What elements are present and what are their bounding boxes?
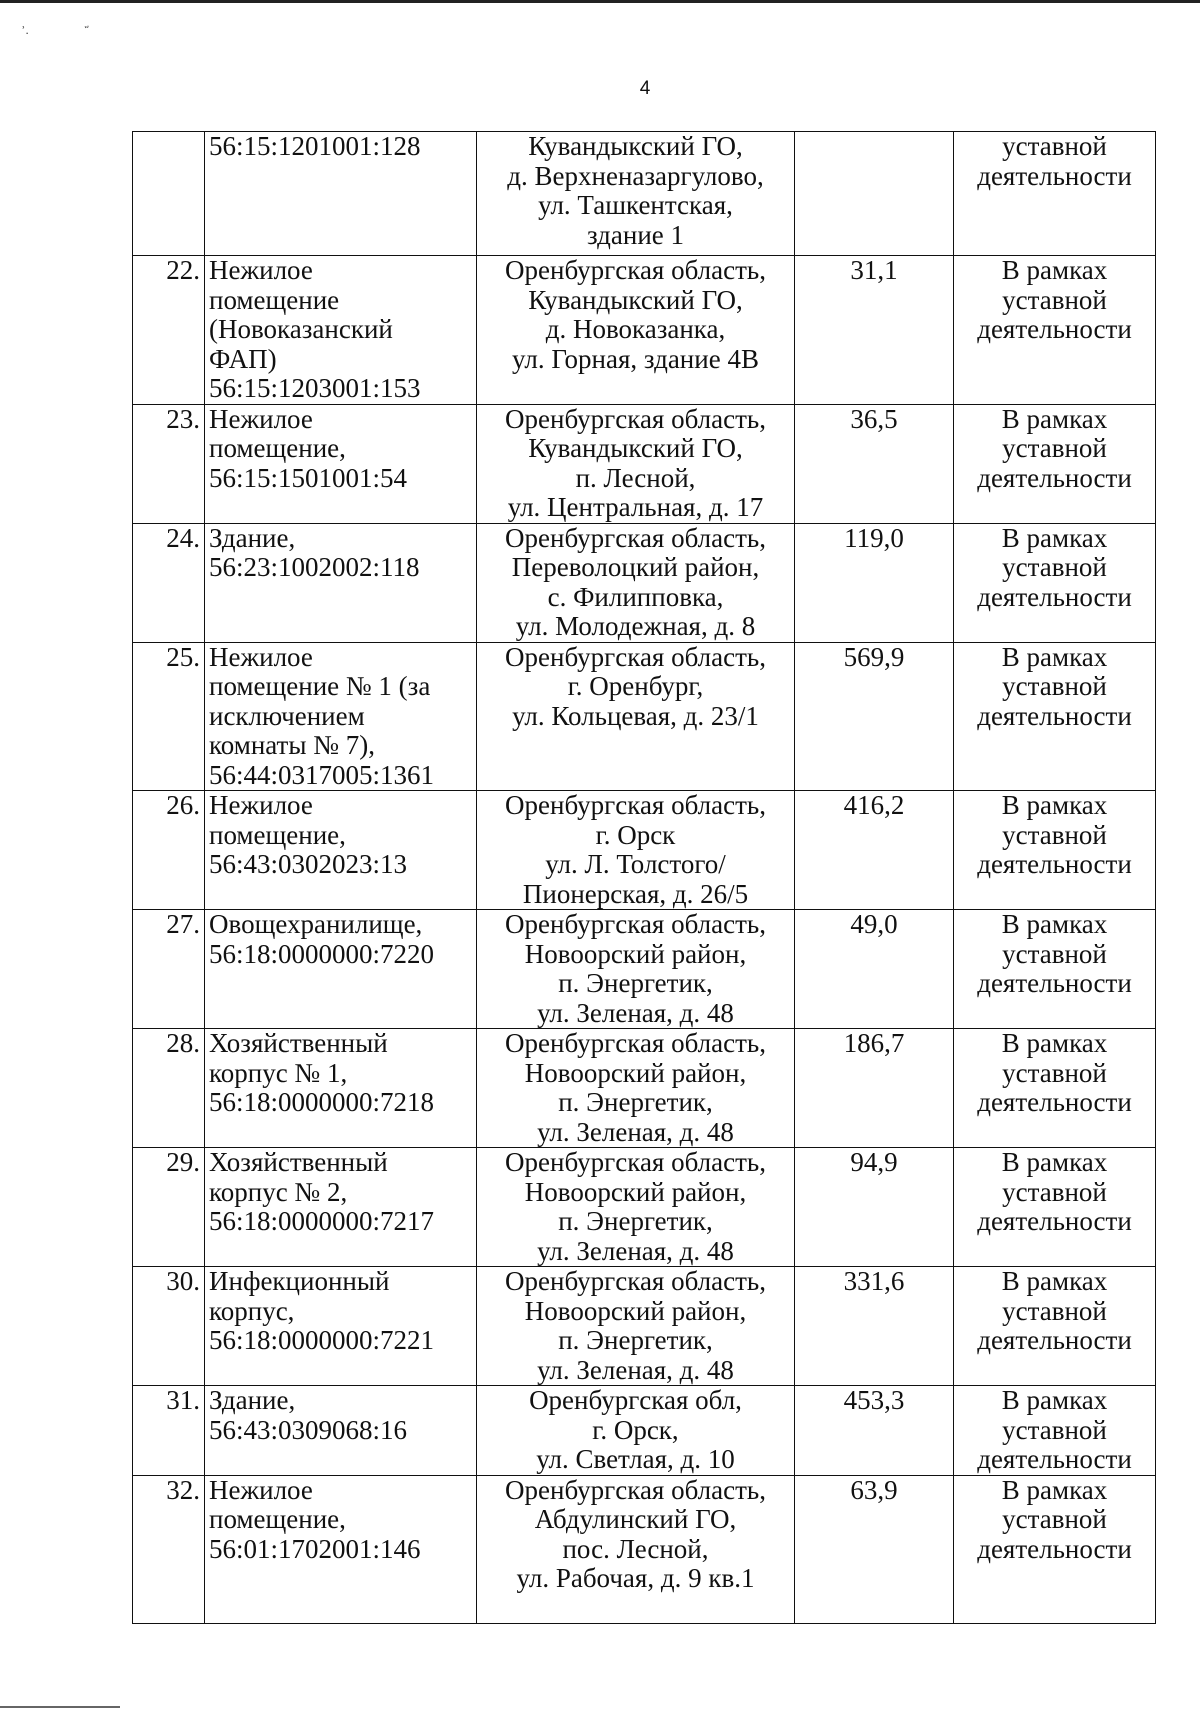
object-name-line: Здание, [209, 1385, 296, 1415]
table-row [133, 1267, 1156, 1386]
row-number: 22. [166, 255, 200, 285]
address-line: Новоорский район, [524, 1057, 747, 1088]
table-row [133, 132, 1156, 256]
object-name-line: Здание, [209, 522, 296, 553]
address-line: ул. Л. Толстого/ [545, 849, 726, 879]
address-cell [477, 256, 795, 405]
address-line: Оренбургская обл, [529, 1385, 742, 1415]
purpose-cell [954, 791, 1156, 910]
object-name-line: Хозяйственный [209, 1147, 388, 1177]
row-number-cell [133, 910, 205, 1029]
purpose-line: деятельности [977, 314, 1132, 344]
area-value: 416,2 [843, 790, 905, 820]
purpose-cell [954, 1029, 1156, 1148]
object-name-line: ФАП) [209, 343, 277, 374]
area-cell [795, 1267, 954, 1386]
area-cell [795, 910, 954, 1029]
address-line: ул. Молодежная, д. 8 [515, 611, 756, 641]
address-line: ул. Зеленая, д. 48 [537, 997, 734, 1028]
object-name-line: помещение, [209, 1504, 346, 1534]
object-name-line: 56:18:0000000:7221 [209, 1325, 435, 1355]
purpose-line: уставной [1002, 938, 1107, 969]
purpose-line: уставной [1002, 131, 1107, 161]
area-value: 186,7 [843, 1028, 905, 1058]
object-name-line: 56:43:0302023:13 [209, 849, 408, 879]
table-row [133, 1475, 1156, 1623]
table-row [133, 791, 1156, 910]
address-line: ул. Зеленая, д. 48 [537, 1116, 734, 1147]
purpose-line: уставной [1002, 1504, 1107, 1534]
purpose-line: деятельности [977, 700, 1132, 731]
object-name-line: Хозяйственный [209, 1028, 388, 1058]
address-cell [477, 642, 795, 791]
purpose-line: В рамках [1001, 1028, 1108, 1058]
address-line: п. Энергетик, [558, 1206, 713, 1236]
area-cell [795, 404, 954, 523]
address-line: г. Оренбург, [567, 671, 704, 701]
address-line: ул. Ташкентская, [538, 190, 733, 220]
address-line: ул. Зеленая, д. 48 [537, 1235, 734, 1266]
object-name-cell [205, 256, 477, 405]
address-line: Кувандыкский ГО, [528, 131, 743, 161]
object-name-cell [205, 523, 477, 642]
address-cell [477, 1267, 795, 1386]
purpose-line: уставной [1002, 284, 1107, 315]
object-name-line: 56:15:1203001:153 [209, 373, 421, 403]
object-name-line: комнаты № 7), [209, 730, 375, 760]
purpose-line: В рамках [1001, 641, 1108, 672]
purpose-line: В рамках [1001, 522, 1108, 553]
object-name-line: корпус № 1, [209, 1057, 348, 1088]
area-value: 31,1 [850, 255, 898, 285]
purpose-line: В рамках [1001, 1474, 1108, 1505]
purpose-line: деятельности [977, 1533, 1132, 1564]
object-name-line: 56:18:0000000:7220 [209, 938, 435, 969]
address-line: ул. Кольцевая, д. 23/1 [512, 700, 759, 731]
object-name-line: Нежилое [209, 641, 313, 672]
purpose-line: деятельности [977, 849, 1132, 879]
purpose-line: деятельности [977, 968, 1132, 998]
object-name-line: корпус, [209, 1295, 295, 1326]
address-line: д. Новоказанка, [545, 314, 726, 344]
area-cell [795, 132, 954, 256]
area-cell [795, 791, 954, 910]
object-name-line: помещение [209, 284, 340, 315]
address-line: здание 1 [586, 219, 685, 250]
purpose-cell [954, 523, 1156, 642]
row-number-cell [133, 523, 205, 642]
purpose-line: В рамках [1001, 909, 1108, 939]
address-line: г. Орск, [592, 1414, 679, 1445]
address-cell [477, 1475, 795, 1623]
registry-table-body [133, 132, 1156, 1624]
table-row [133, 1148, 1156, 1267]
object-name-line: помещение № 1 (за [209, 671, 431, 701]
purpose-line: В рамках [1001, 255, 1108, 285]
address-line: Оренбургская область, [505, 1028, 766, 1058]
purpose-line: уставной [1002, 552, 1107, 582]
object-name-line: Инфекционный [209, 1266, 390, 1296]
address-line: д. Верхненазаргулово, [507, 160, 764, 191]
address-line: п. Энергетик, [558, 1325, 713, 1355]
area-cell [795, 642, 954, 791]
address-line: пос. Лесной, [562, 1533, 709, 1564]
purpose-line: уставной [1002, 671, 1107, 701]
area-value: 331,6 [843, 1266, 905, 1296]
object-name-line: 56:01:1702001:146 [209, 1533, 421, 1564]
row-number-cell [133, 791, 205, 910]
purpose-line: уставной [1002, 433, 1107, 463]
object-name-line: 56:44:0317005:1361 [209, 759, 435, 790]
row-number: 32. [166, 1474, 200, 1505]
row-number: 28. [166, 1028, 200, 1058]
address-line: г. Орск [595, 819, 676, 850]
purpose-cell [954, 1386, 1156, 1476]
address-line: ул. Горная, здание 4В [512, 343, 759, 374]
address-line: Новоорский район, [524, 1176, 747, 1207]
purpose-line: деятельности [977, 160, 1132, 191]
row-number-cell [133, 1267, 205, 1386]
object-name-cell [205, 791, 477, 910]
address-line: Кувандыкский ГО, [528, 433, 743, 463]
object-name-cell [205, 1475, 477, 1623]
object-name-line: помещение, [209, 819, 346, 850]
address-cell [477, 1386, 795, 1476]
object-name-line: Нежилое [209, 403, 313, 434]
row-number: 31. [166, 1385, 200, 1415]
object-name-cell [205, 642, 477, 791]
table-row [133, 1386, 1156, 1476]
purpose-line: деятельности [977, 1206, 1132, 1236]
area-cell [795, 1029, 954, 1148]
row-number: 29. [166, 1147, 200, 1177]
object-name-cell [205, 132, 477, 256]
purpose-line: В рамках [1001, 1385, 1108, 1415]
object-name-cell [205, 910, 477, 1029]
address-cell [477, 132, 795, 256]
table-row [133, 642, 1156, 791]
address-line: Оренбургская область, [505, 1474, 766, 1505]
address-line: ул. Светлая, д. 10 [536, 1444, 735, 1474]
area-value: 569,9 [843, 641, 905, 672]
address-line: Оренбургская область, [505, 522, 766, 553]
address-line: Абдулинский ГО, [534, 1504, 737, 1534]
purpose-cell [954, 404, 1156, 523]
row-number-cell [133, 1475, 205, 1623]
object-name-line: Нежилое [209, 255, 313, 285]
row-number: 27. [166, 909, 200, 939]
purpose-line: уставной [1002, 819, 1107, 850]
area-cell [795, 1475, 954, 1623]
address-line: с. Филипповка, [547, 581, 724, 612]
address-cell [477, 791, 795, 910]
address-line: Оренбургская область, [505, 255, 766, 285]
row-number: 25. [166, 641, 200, 672]
row-number-cell [133, 404, 205, 523]
area-value: 63,9 [850, 1474, 898, 1505]
purpose-cell [954, 1475, 1156, 1623]
scan-artifact: ʾ. [22, 24, 29, 37]
row-number-cell [133, 132, 205, 256]
area-value: 453,3 [843, 1385, 905, 1415]
purpose-line: уставной [1002, 1176, 1107, 1207]
object-name-line: 56:43:0309068:16 [209, 1414, 408, 1445]
object-name-line: 56:18:0000000:7217 [209, 1206, 435, 1236]
table-row [133, 1029, 1156, 1148]
row-number-cell [133, 642, 205, 791]
object-name-line: исключением [209, 700, 365, 731]
object-name-line: 56:23:1002002:118 [209, 552, 420, 582]
address-line: Новоорский район, [524, 1295, 747, 1326]
object-name-cell [205, 1148, 477, 1267]
row-number: 26. [166, 790, 200, 820]
purpose-cell [954, 1148, 1156, 1267]
object-name-line: 56:15:1201001:128 [209, 131, 421, 161]
area-cell [795, 523, 954, 642]
object-name-cell [205, 1386, 477, 1476]
object-name-line: (Новоказанский [209, 314, 393, 344]
address-cell [477, 523, 795, 642]
address-line: Оренбургская область, [505, 1266, 766, 1296]
object-name-line: помещение, [209, 433, 346, 463]
row-number-cell [133, 256, 205, 405]
purpose-line: В рамках [1001, 1266, 1108, 1296]
table-row [133, 910, 1156, 1029]
table-row [133, 523, 1156, 642]
area-value: 36,5 [850, 403, 898, 434]
scan-top-rule [0, 0, 1200, 3]
address-line: ул. Рабочая, д. 9 кв.1 [516, 1563, 755, 1593]
address-line: п. Энергетик, [558, 968, 713, 998]
object-name-line: корпус № 2, [209, 1176, 348, 1207]
address-cell [477, 1029, 795, 1148]
purpose-line: уставной [1002, 1414, 1107, 1445]
address-cell [477, 910, 795, 1029]
purpose-line: деятельности [977, 1087, 1132, 1117]
object-name-line: Нежилое [209, 790, 313, 820]
area-value: 49,0 [850, 909, 898, 939]
purpose-cell [954, 256, 1156, 405]
purpose-line: уставной [1002, 1295, 1107, 1326]
purpose-line: В рамках [1001, 790, 1108, 820]
purpose-line: деятельности [977, 581, 1132, 612]
address-line: Кувандыкский ГО, [528, 284, 743, 315]
row-number-cell [133, 1029, 205, 1148]
address-line: ул. Центральная, д. 17 [507, 492, 764, 522]
row-number-cell [133, 1386, 205, 1476]
address-line: Переволоцкий район, [511, 552, 760, 582]
purpose-line: деятельности [977, 462, 1132, 493]
purpose-cell [954, 642, 1156, 791]
purpose-line: деятельности [977, 1325, 1132, 1355]
scan-artifact: ˑ̛ [84, 22, 88, 35]
purpose-line: В рамках [1001, 1147, 1108, 1177]
address-line: ул. Зеленая, д. 48 [537, 1354, 734, 1385]
purpose-line: уставной [1002, 1057, 1107, 1088]
object-name-cell [205, 404, 477, 523]
address-line: Пионерская, д. 26/5 [522, 878, 749, 909]
object-name-cell [205, 1267, 477, 1386]
object-name-line: 56:15:1501001:54 [209, 462, 408, 493]
area-cell [795, 256, 954, 405]
address-cell [477, 404, 795, 523]
address-line: п. Лесной, [575, 462, 696, 493]
address-line: Оренбургская область, [505, 790, 766, 820]
purpose-line: деятельности [977, 1444, 1132, 1474]
page-number: 4 [639, 78, 651, 99]
row-number-cell [133, 1148, 205, 1267]
object-name-line: Нежилое [209, 1474, 313, 1505]
row-number: 30. [166, 1266, 200, 1296]
purpose-line: В рамках [1001, 403, 1108, 434]
area-cell [795, 1148, 954, 1267]
address-cell [477, 1148, 795, 1267]
address-line: Новоорский район, [524, 938, 747, 969]
address-line: Оренбургская область, [505, 403, 766, 434]
address-line: п. Энергетик, [558, 1087, 713, 1117]
purpose-cell [954, 1267, 1156, 1386]
address-line: Оренбургская область, [505, 909, 766, 939]
table-row [133, 256, 1156, 405]
scan-bottom-rule [0, 1706, 120, 1708]
purpose-cell [954, 910, 1156, 1029]
address-line: Оренбургская область, [505, 641, 766, 672]
purpose-cell [954, 132, 1156, 256]
table-row [133, 404, 1156, 523]
row-number: 24. [166, 522, 200, 553]
object-name-cell [205, 1029, 477, 1148]
row-number: 23. [166, 403, 200, 434]
area-value: 94,9 [850, 1147, 898, 1177]
property-registry-table [132, 131, 1156, 1624]
object-name-line: 56:18:0000000:7218 [209, 1087, 435, 1117]
area-value: 119,0 [844, 522, 904, 553]
object-name-line: Овощехранилище, [209, 909, 423, 939]
address-line: Оренбургская область, [505, 1147, 766, 1177]
area-cell [795, 1386, 954, 1476]
